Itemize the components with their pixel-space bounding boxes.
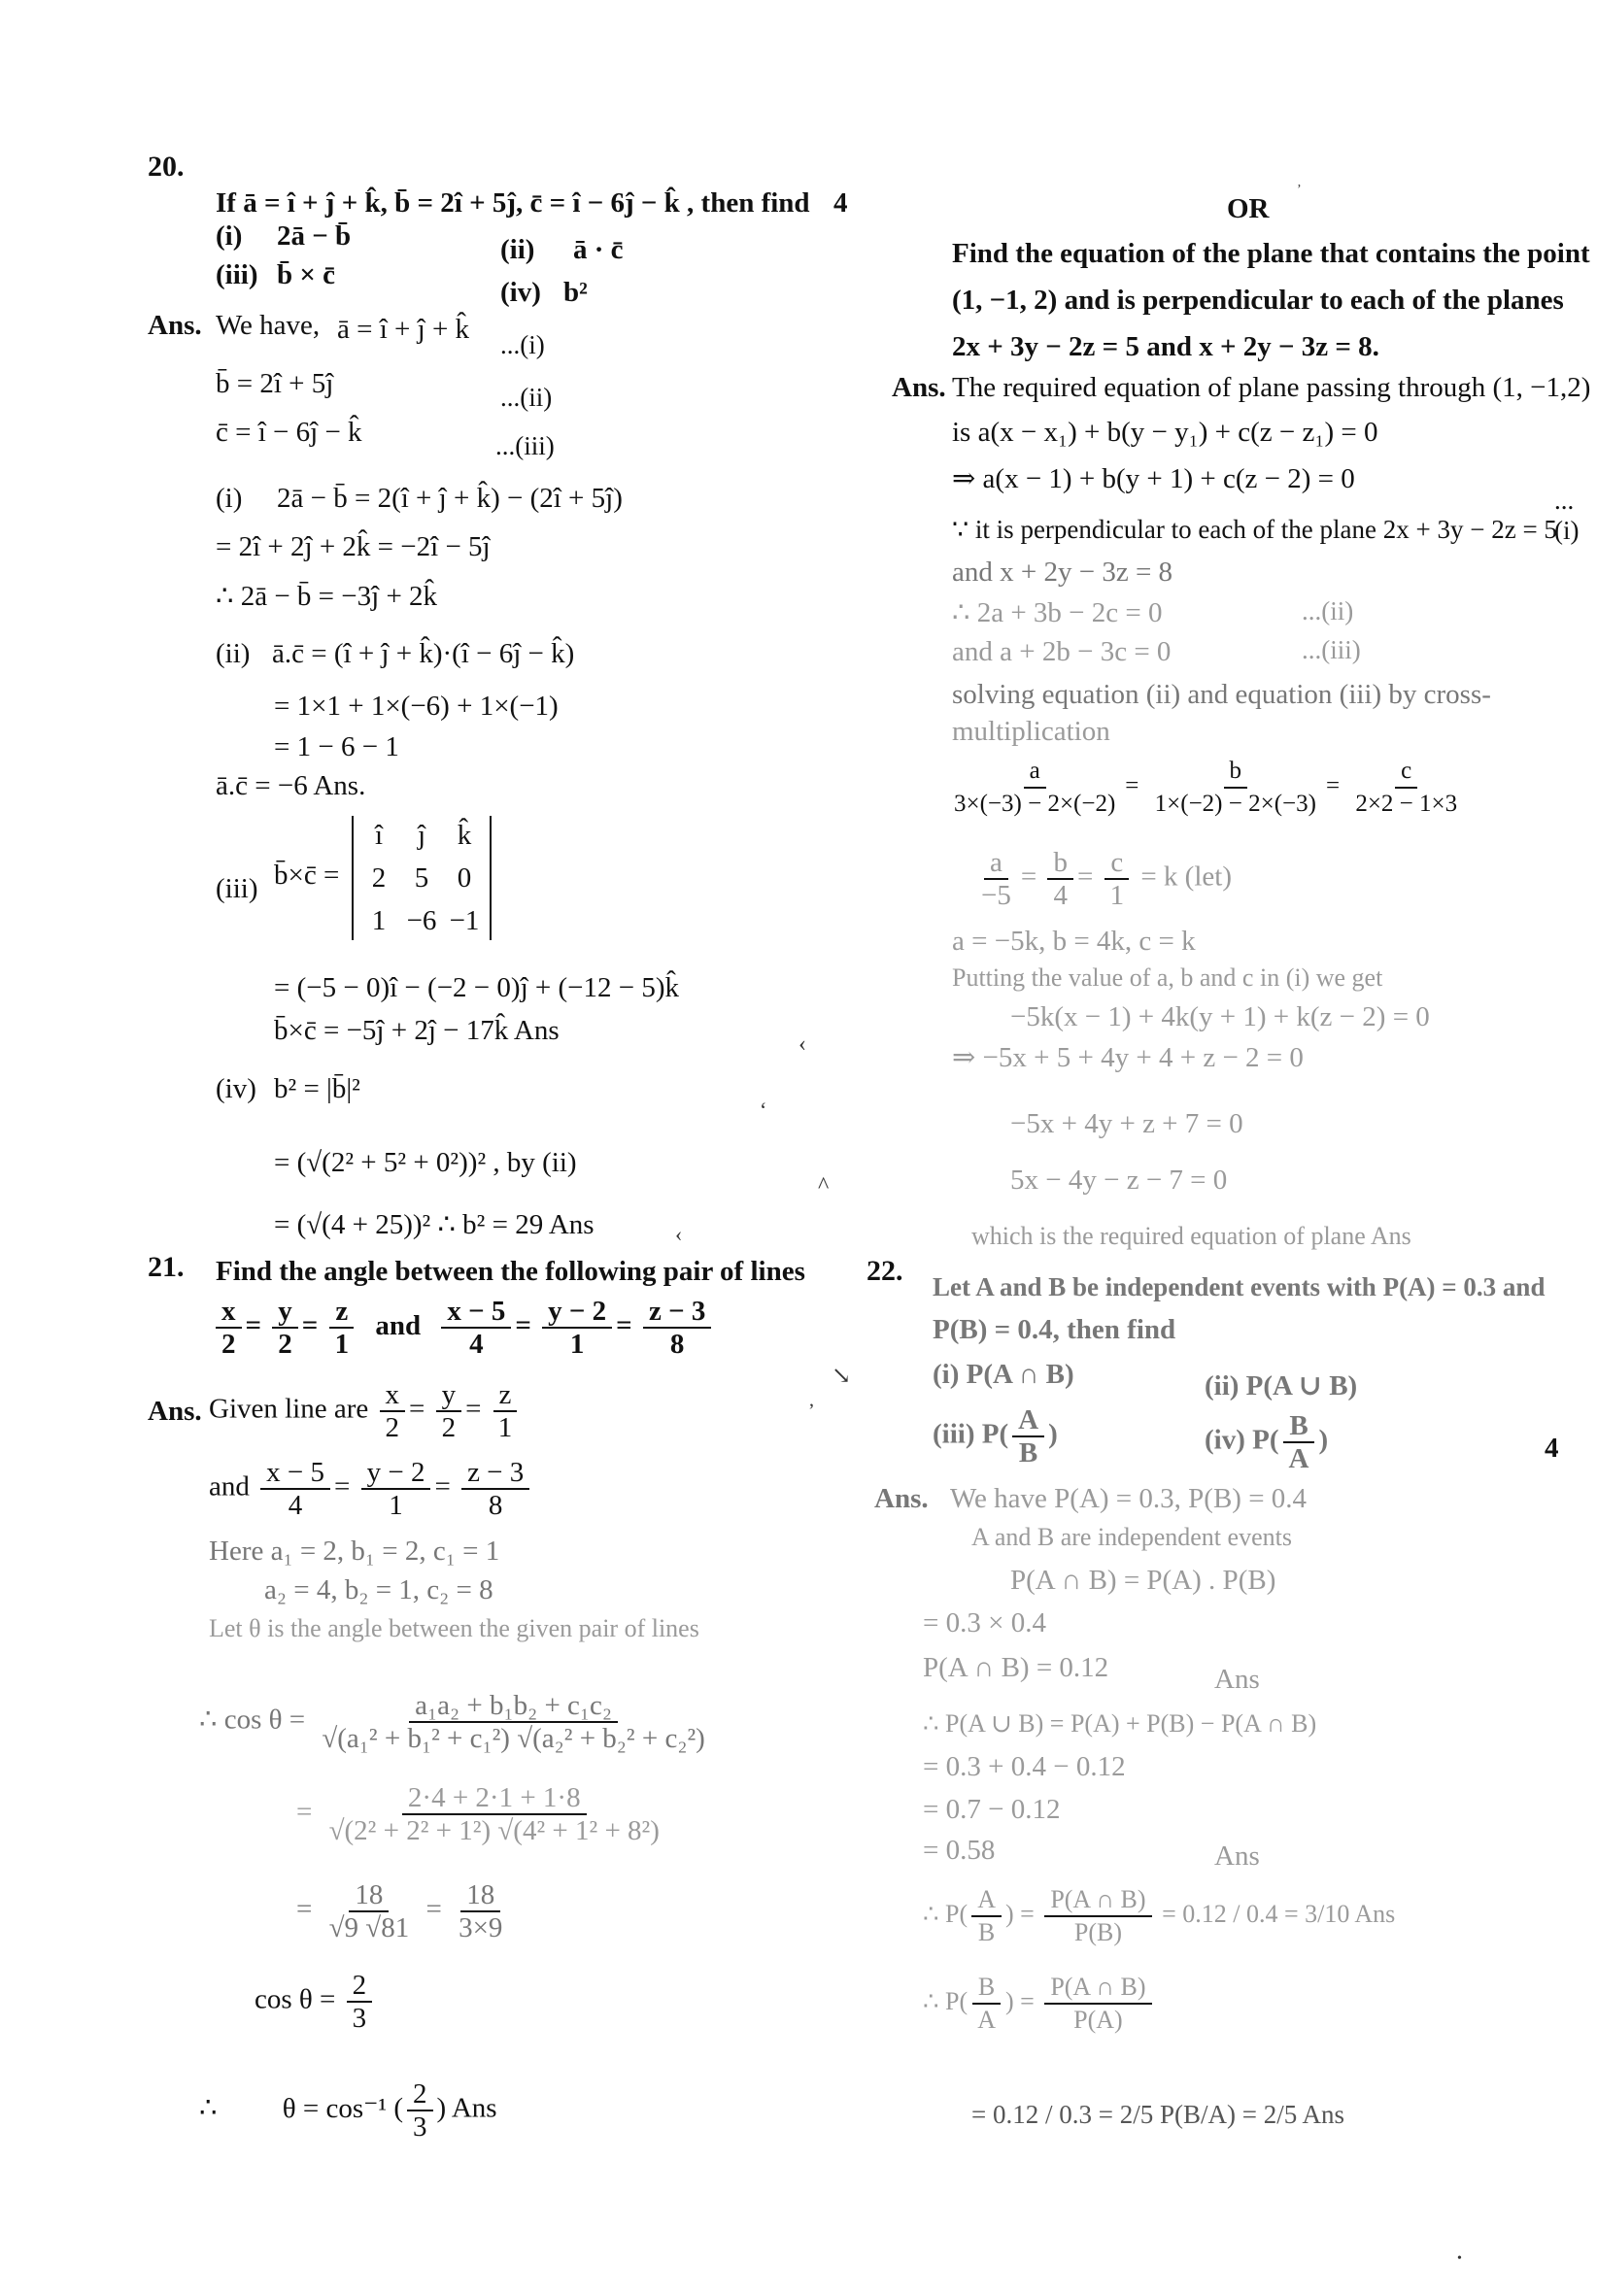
aor-line4: ∵ it is perpendicular to each of the plane 2x + 3y − 2z = 5 (952, 515, 1557, 544)
g2-z-num: z − 3 (461, 1457, 529, 1490)
a22-l11-f-den: A (977, 2006, 996, 2034)
scan-speck: ‹ (798, 1031, 806, 1057)
a22-line5-ans: Ans (1214, 1664, 1260, 1695)
question-number-20: 20. (148, 151, 185, 183)
a22-l11-pre: ∴ P (923, 1986, 960, 2015)
a20-tag1: ...(i) (500, 330, 545, 359)
l1-z-den: 1 (334, 1329, 350, 1360)
aor-line2: is a(x − x₁) + b(y − y₁) + c(z − z₁) = 0 (952, 417, 1378, 448)
aor-line14: −5x + 4y + z + 7 = 0 (1010, 1108, 1243, 1139)
a20-p4-line3: = (√(4 + 25))² ∴ b² = 29 Ans (274, 1209, 595, 1240)
a20-p4-line2: = (√(2² + 5² + 0²))² , by (ii) (274, 1147, 577, 1178)
g1-x-den: 2 (385, 1412, 400, 1443)
cm-b-num: b (1224, 756, 1248, 789)
a21-and: and (209, 1470, 250, 1503)
a22-l10-tail: = 0.12 / 0.4 = 3/10 Ans (1162, 1899, 1396, 1928)
q22-p3-den: B (1018, 1437, 1038, 1469)
a21-cos-lhs: ∴ cos θ = (199, 1704, 306, 1736)
a22-line2: A and B are independent events (971, 1523, 1292, 1551)
scan-speck: ʼ (808, 1401, 815, 1422)
a20-p4-label: (iv) (216, 1073, 256, 1104)
r1-tail: = k (let) (1140, 861, 1232, 893)
l2-y-num: y − 2 (542, 1296, 612, 1329)
q22-p4-den: A (1288, 1443, 1309, 1474)
a22-line5: P(A ∩ B) = 0.12 (923, 1652, 1109, 1683)
q20-part-iii-label: (iii) (216, 259, 258, 290)
l1-y-den: 2 (278, 1329, 292, 1360)
q22-part-iv: (iv) P( $\frac{B}{A}$ ) (1205, 1410, 1329, 1474)
a20-tag3: ...(iii) (495, 431, 555, 460)
q22-p4-num: B (1283, 1410, 1313, 1443)
answer-22-label: Ans. (874, 1483, 929, 1514)
a22-line10: ∴ P( $\frac{A}{B}$ ) = $\frac{P(A \cap B)}{P(B)}$ = 0.12 / 0.4 = 3/10 Ans (923, 1885, 1396, 1946)
right-column (865, 0, 1597, 2296)
det-cell: 5 (414, 862, 429, 894)
det-cell: î (374, 820, 384, 851)
or-question-line1: Find the equation of the plane that contains the point (952, 238, 1590, 269)
a21-final-mid: θ = cos⁻¹ (282, 2092, 388, 2124)
r1-a-den: −5 (981, 880, 1011, 911)
aor-line8: solving equation (ii) and equation (iii) by cross- (952, 679, 1491, 710)
a20-eq1: ā = î + ĵ + k̂ (337, 314, 470, 345)
answer-21-label: Ans. (148, 1396, 202, 1427)
det-cell: ĵ (417, 820, 426, 851)
a22-l11-den: P(A) (1073, 2006, 1123, 2034)
l2-z-num: z − 3 (643, 1296, 711, 1329)
a21-final-ans: Ans (451, 2092, 497, 2124)
answer-or-label: Ans. (892, 372, 946, 403)
a21-final-den: 3 (413, 2111, 427, 2143)
a20-p3-lhs: b̄×c̄ = (274, 860, 340, 891)
question-21-stem: Find the angle between the following pair of lines (216, 1256, 805, 1287)
g1-z-den: 1 (497, 1412, 513, 1443)
a21-here2: a₂ = 4, b₂ = 1, c₂ = 8 (264, 1574, 493, 1605)
aor-line12: −5k(x − 1) + 4k(y + 1) + k(z − 2) = 0 (1010, 1001, 1430, 1032)
g2-x-num: x − 5 (260, 1457, 330, 1490)
a20-p3-line3: b̄×c̄ = −5ĵ + 2ĵ − 17k̂ Ans (274, 1015, 560, 1046)
a22-l10-f-den: B (977, 1918, 996, 1946)
scan-speck: ↘ (832, 1364, 852, 1389)
g1-x-num: x (380, 1379, 406, 1412)
q20-part-ii-label: (ii) (500, 234, 535, 265)
a21-f1-den: √(a₁² + b₁² + c₁²) √(a₂² + b₂² + c₂²) (322, 1723, 705, 1754)
det-cell: k̂ (457, 820, 472, 851)
g1-y-den: 2 (441, 1412, 457, 1443)
a21-f3-num: 18 (349, 1879, 389, 1912)
a22-l10-f-num: A (971, 1884, 1002, 1917)
a20-p4-line1: b² = |b̄|² (274, 1073, 360, 1104)
q22-part-iii: (iii) P( $\frac{A}{B}$ ) (933, 1404, 1058, 1469)
a21-cos-res-den: 3 (352, 2003, 367, 2034)
scan-speck: ʼ (1297, 183, 1302, 197)
g2-z-den: 8 (488, 1490, 503, 1521)
and-word: and (375, 1309, 422, 1341)
r1-c-den: 1 (1109, 880, 1125, 911)
l1-x-den: 2 (221, 1329, 236, 1360)
cm-a-den: 3×(−3) − 2×(−2) (954, 791, 1116, 817)
cm-c-den: 2×2 − 1×3 (1355, 791, 1458, 817)
or-question-line3: 2x + 3y − 2z = 5 and x + 2y − 3z = 8. (952, 331, 1379, 362)
a22-l10-den: P(B) (1073, 1918, 1122, 1946)
a20-we-have: We have, (216, 310, 321, 341)
a21-cos-res-lhs: cos θ = (255, 1983, 336, 2015)
g2-y-den: 1 (389, 1490, 403, 1521)
cm-c-num: c (1395, 756, 1417, 789)
aor-line11: Putting the value of a, b and c in (i) we get (952, 963, 1383, 992)
question-number-22: 22. (866, 1255, 903, 1287)
r1-b-den: 4 (1053, 880, 1068, 911)
a22-line1: We have P(A) = 0.3, P(B) = 0.4 (950, 1483, 1308, 1514)
q20-part-iv-expr: b² (563, 277, 588, 308)
l1-x-num: x (216, 1296, 242, 1329)
a22-line11: ∴ P( $\frac{B}{A}$ ) = $\frac{P(A \cap B)}{P(A)}$ (923, 1972, 1156, 2036)
a20-p2-line2: = 1×1 + 1×(−6) + 1×(−1) (274, 691, 559, 722)
a21-cos-result (255, 1970, 376, 2034)
aor-tag3: ...(iii) (1302, 635, 1361, 664)
det-cell: −6 (406, 905, 437, 936)
scan-speck: ^ (818, 1173, 830, 1199)
aor-tag1: ...(i) (1554, 486, 1580, 545)
scan-speck: ʻ (760, 1097, 767, 1122)
det-cell: 0 (457, 862, 472, 894)
a21-cos-step2: = $\frac{2\cdot 4 + 2\cdot 1 + 1\cdot 8}{\text{√(2² + 2² + 1²) √(4² + 1² + 8²)}}$ (296, 1782, 669, 1846)
aor-cross-multiplication: $\frac{a}{3\times(-3) - 2\times(-2)}$ = $\frac{b}{1\times(-2) - 2\times(-3)}$ = $\frac{c}{2\times 2 - 1\times 3}$ (944, 756, 1467, 820)
question-number-21: 21. (148, 1251, 185, 1283)
a21-final-num: 2 (407, 2078, 433, 2111)
a20-p1-line1: 2ā − b̄ = 2(î + ĵ + k̂) − (2î + 5ĵ) (277, 483, 623, 514)
aor-line10: a = −5k, b = 4k, c = k (952, 926, 1196, 957)
a21-f2-den: √(2² + 2² + 1²) √(4² + 1² + 8²) (328, 1815, 660, 1846)
aor-line5: and x + 2y − 3z = 8 (952, 557, 1173, 588)
a21-let: Let θ is the angle between the given pair of lines (209, 1614, 699, 1642)
r1-b-num: b (1047, 847, 1073, 880)
q22-p4-label: (iv) P (1205, 1424, 1270, 1456)
q22-part-i: (i) P(A ∩ B) (933, 1359, 1074, 1390)
a20-p2-label: (ii) (216, 638, 251, 669)
a22-l11-num: P(A ∩ B) (1044, 1972, 1151, 2005)
a22-l10-mid: = (1020, 1899, 1035, 1928)
a20-p3-line2: = (−5 − 0)î − (−2 − 0)ĵ + (−12 − 5)k̂ (274, 972, 680, 1003)
a21-cos-res-num: 2 (347, 1970, 373, 2003)
a22-line7: = 0.3 + 0.4 − 0.12 (923, 1751, 1126, 1782)
a22-l10-num: P(A ∩ B) (1044, 1884, 1151, 1917)
r1-c-num: c (1104, 847, 1129, 880)
a20-p2-line3: = 1 − 6 − 1 (274, 731, 399, 762)
aor-line16: which is the required equation of plane Ans (971, 1222, 1411, 1250)
or-heading: OR (1227, 193, 1270, 224)
a22-line3: P(A ∩ B) = P(A) . P(B) (1010, 1565, 1276, 1596)
or-question-line2: (1, −1, 2) and is perpendicular to each of the planes (952, 285, 1564, 316)
q22-p3-num: A (1012, 1404, 1044, 1437)
a21-here: Here a₁ = 2, b₁ = 2, c₁ = 1 (209, 1536, 500, 1567)
aor-line6: ∴ 2a + 3b − 2c = 0 (952, 597, 1163, 628)
a21-f3-den: √9 √81 (328, 1912, 410, 1943)
question-20-stem: If ā = î + ĵ + k̂, b̄ = 2î + 5ĵ, c̄ = î − 6ĵ − k̂ , then find (216, 187, 810, 219)
g1-y-num: y (436, 1379, 462, 1412)
a21-f1-num: a₁a₂ + b₁b₂ + c₁c₂ (409, 1690, 618, 1723)
r1-a-num: a (984, 847, 1008, 880)
aor-tag2: ...(ii) (1302, 596, 1354, 625)
a21-given: Given line are $\frac{x}{2}$ = $\frac{y}{2}$ = $\frac{z}{1}$ (209, 1379, 522, 1443)
question-20-marks: 4 (833, 187, 848, 219)
a20-p1-line2: = 2î + 2ĵ + 2k̂ = −2î − 5ĵ (216, 531, 491, 562)
a22-l10-pre: ∴ P (923, 1899, 960, 1928)
aor-line13: ⇒ −5x + 5 + 4y + 4 + z − 2 = 0 (952, 1042, 1304, 1073)
q20-part-i-expr: 2ā − b̄ (277, 220, 352, 252)
aor-line9: multiplication (952, 716, 1110, 747)
l2-y-den: 1 (569, 1329, 585, 1360)
a21-given-text: Given line are (209, 1393, 369, 1425)
a22-l11-mid: = (1020, 1986, 1035, 2015)
det-cell: 2 (371, 862, 387, 894)
q20-part-iii-expr: b̄ × c̄ (277, 259, 336, 290)
question-21-lines: $\frac{x}{2}$ = $\frac{y}{2}$ = $\frac{z}{1}$ and $\frac{x - 5}{4}$ = $\frac{y - 2}{1}$ = $\frac{z - 3}{8}$ (212, 1296, 715, 1360)
aor-line7: and a + 2b − 3c = 0 (952, 636, 1172, 667)
q22-part-ii: (ii) P(A ∪ B) (1205, 1370, 1358, 1401)
q20-part-ii-expr: ā · c̄ (573, 234, 624, 265)
a21-cos-formula (199, 1690, 715, 1754)
a20-tag2: ...(ii) (500, 383, 553, 412)
a21-f2-num: 2·4 + 2·1 + 1·8 (402, 1782, 587, 1815)
a20-eq2: b̄ = 2î + 5ĵ (216, 368, 334, 399)
q20-part-iv-label: (iv) (500, 277, 541, 308)
a22-line9-ans: Ans (1214, 1840, 1260, 1872)
a20-p1-line3: ∴ 2ā − b̄ = −3ĵ + 2k̂ (216, 581, 438, 612)
g2-x-den: 4 (288, 1490, 303, 1521)
a22-line12: = 0.12 / 0.3 = 2/5 P(B/A) = 2/5 Ans (971, 2100, 1344, 2129)
a22-line4: = 0.3 × 0.4 (923, 1607, 1046, 1638)
aor-line15: 5x − 4y − z − 7 = 0 (1010, 1165, 1228, 1196)
q22-p3-label: (iii) P (933, 1418, 1000, 1450)
a20-p2-line4: ā.c̄ = −6 Ans. (216, 770, 366, 801)
a20-p1-label: (i) (216, 483, 243, 514)
question-22-line1: Let A and B be independent events with P(A) = 0.3 and (933, 1272, 1546, 1301)
aor-line1: The required equation of plane passing through (1, −1,2) (952, 372, 1591, 403)
a22-line9: = 0.58 (923, 1835, 996, 1866)
a21-and-line: and $\frac{x - 5}{4}$ = $\frac{y - 2}{1}$ = $\frac{z - 3}{8}$ (209, 1457, 533, 1521)
question-22-line2: P(B) = 0.4, then find (933, 1314, 1176, 1345)
a20-p2-line1: ā.c̄ = (î + ĵ + k̂)·(î − 6ĵ − k̂) (272, 638, 575, 669)
a22-line8: = 0.7 − 0.12 (923, 1794, 1061, 1825)
det-cell: 1 (371, 905, 387, 936)
cm-a-num: a (1024, 756, 1046, 789)
det-cell: −1 (449, 905, 480, 936)
answer-20-label: Ans. (148, 310, 202, 341)
g1-z-num: z (493, 1379, 518, 1412)
a20-p3-label: (iii) (216, 873, 258, 904)
a21-final-lhs: ∴ (199, 2092, 218, 2124)
question-22-marks: 4 (1545, 1433, 1559, 1464)
q20-part-i-label: (i) (216, 220, 243, 252)
a22-line6: ∴ P(A ∪ B) = P(A) + P(B) − P(A ∩ B) (923, 1709, 1317, 1738)
a21-f4-num: 18 (460, 1879, 500, 1912)
g2-y-num: y − 2 (361, 1457, 431, 1490)
l1-y-num: y (272, 1296, 298, 1329)
a22-l11-f-num: B (972, 1972, 1001, 2005)
aor-line3: ⇒ a(x − 1) + b(y + 1) + c(z − 2) = 0 (952, 463, 1355, 494)
cm-b-den: 1×(−2) − 2×(−3) (1154, 791, 1316, 817)
a21-final: ∴ θ = cos⁻¹ ( $\frac{2}{3}$ ) Ans (199, 2078, 497, 2143)
l2-x-den: 4 (469, 1329, 484, 1360)
l1-z-num: z (329, 1296, 354, 1329)
a21-cos-step3: = $\frac{18}{√9 √81}$ = $\frac{18}{3\times 9}$ (296, 1879, 512, 1943)
a20-eq3: c̄ = î − 6ĵ − k̂ (216, 417, 362, 448)
a20-determinant (352, 816, 492, 940)
aor-ratio: $\frac{a}{-5}$ = $\frac{b}{4}$ = $\frac{c}{1}$ = k (let) (971, 847, 1232, 911)
l2-x-num: x − 5 (441, 1296, 511, 1329)
scan-speck: ‹ (675, 1222, 683, 1246)
scan-speck: • (1457, 2251, 1462, 2266)
l2-z-den: 8 (669, 1329, 685, 1360)
a21-f4-den: 3×9 (459, 1912, 503, 1943)
